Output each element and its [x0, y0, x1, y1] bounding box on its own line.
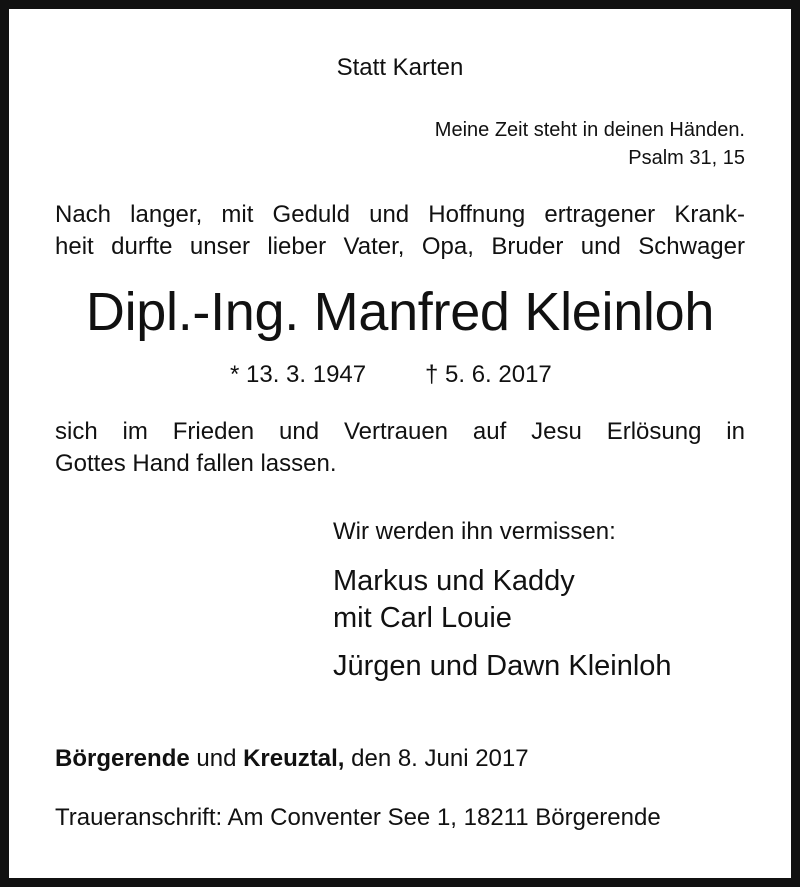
header-statt-karten: Statt Karten: [336, 54, 464, 81]
intro-text-line-2: heit durfte unser lieber Vater, Opa, Bruder und Schwager: [55, 233, 745, 260]
place-connector: und: [189, 745, 244, 772]
place-kreuztal: Kreuztal,: [243, 745, 345, 772]
death-date: † 5. 6. 2017: [425, 361, 552, 388]
body-text-line-1: sich im Frieden und Vertrauen auf Jesu Erlösung in: [55, 418, 745, 445]
mourner-line: mit Carl Louie: [333, 602, 512, 634]
mourner-line: Jürgen und Dawn Kleinloh: [333, 650, 672, 682]
birth-date: * 13. 3. 1947: [230, 361, 367, 388]
intro-text-line-1: Nach langer, mit Geduld und Hoffnung ertragener Krank-: [55, 201, 745, 228]
body-text-line-2: Gottes Hand fallen lassen.: [55, 450, 337, 477]
place-borgerende: Börgerende: [55, 745, 190, 772]
mourner-line: Markus und Kaddy: [333, 565, 575, 597]
mourning-address: Traueranschrift: Am Conventer See 1, 18211 Börgerende: [55, 804, 661, 831]
bible-verse-reference: Psalm 31, 15: [628, 147, 745, 169]
place-and-date: [55, 747, 529, 771]
date-text: den 8. Juni 2017: [344, 745, 529, 772]
mourners-intro: Wir werden ihn vermissen:: [333, 518, 616, 545]
bible-verse: Meine Zeit steht in deinen Händen.: [434, 119, 745, 141]
deceased-name: Dipl.-Ing. Manfred Kleinloh: [85, 282, 715, 342]
